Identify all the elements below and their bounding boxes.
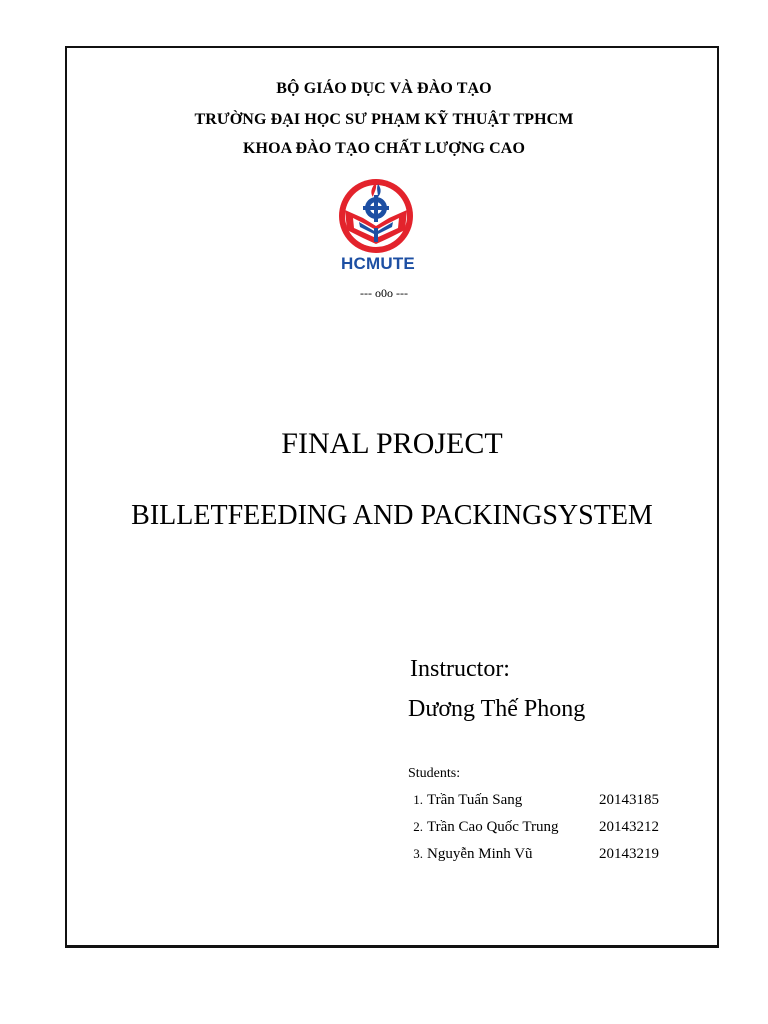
logo-wordmark: HCMUTE [341,254,415,273]
student-name: Nguyễn Minh Vũ [427,846,533,862]
instructor-name: Dương Thế Phong [408,696,586,722]
document-title: FINAL PROJECT [281,427,503,460]
ministry-name: BỘ GIÁO DỤC VÀ ĐÀO TẠO [276,80,492,97]
student-number: 1. [413,792,423,807]
student-id: 20143185 [599,792,659,808]
separator-ornament: --- o0o --- [360,286,408,300]
student-id: 20143219 [599,846,659,862]
student-name: Trần Tuấn Sang [427,792,523,808]
student-row [408,819,659,836]
student-row [408,792,659,809]
university-logo [333,178,423,278]
student-number: 3. [413,846,423,861]
project-title: BILLETFEEDING AND PACKINGSYSTEM [131,500,653,531]
university-name: TRƯỜNG ĐẠI HỌC SƯ PHẠM KỸ THUẬT TPHCM [194,111,574,128]
faculty-name: KHOA ĐÀO TẠO CHẤT LƯỢNG CAO [243,140,525,157]
instructor-label: Instructor: [410,656,510,682]
students-label: Students: [408,766,461,781]
student-name: Trần Cao Quốc Trung [427,819,559,835]
hcmute-emblem-icon [333,178,423,256]
student-number: 2. [413,819,423,834]
student-id: 20143212 [599,819,659,835]
student-row [408,846,659,863]
